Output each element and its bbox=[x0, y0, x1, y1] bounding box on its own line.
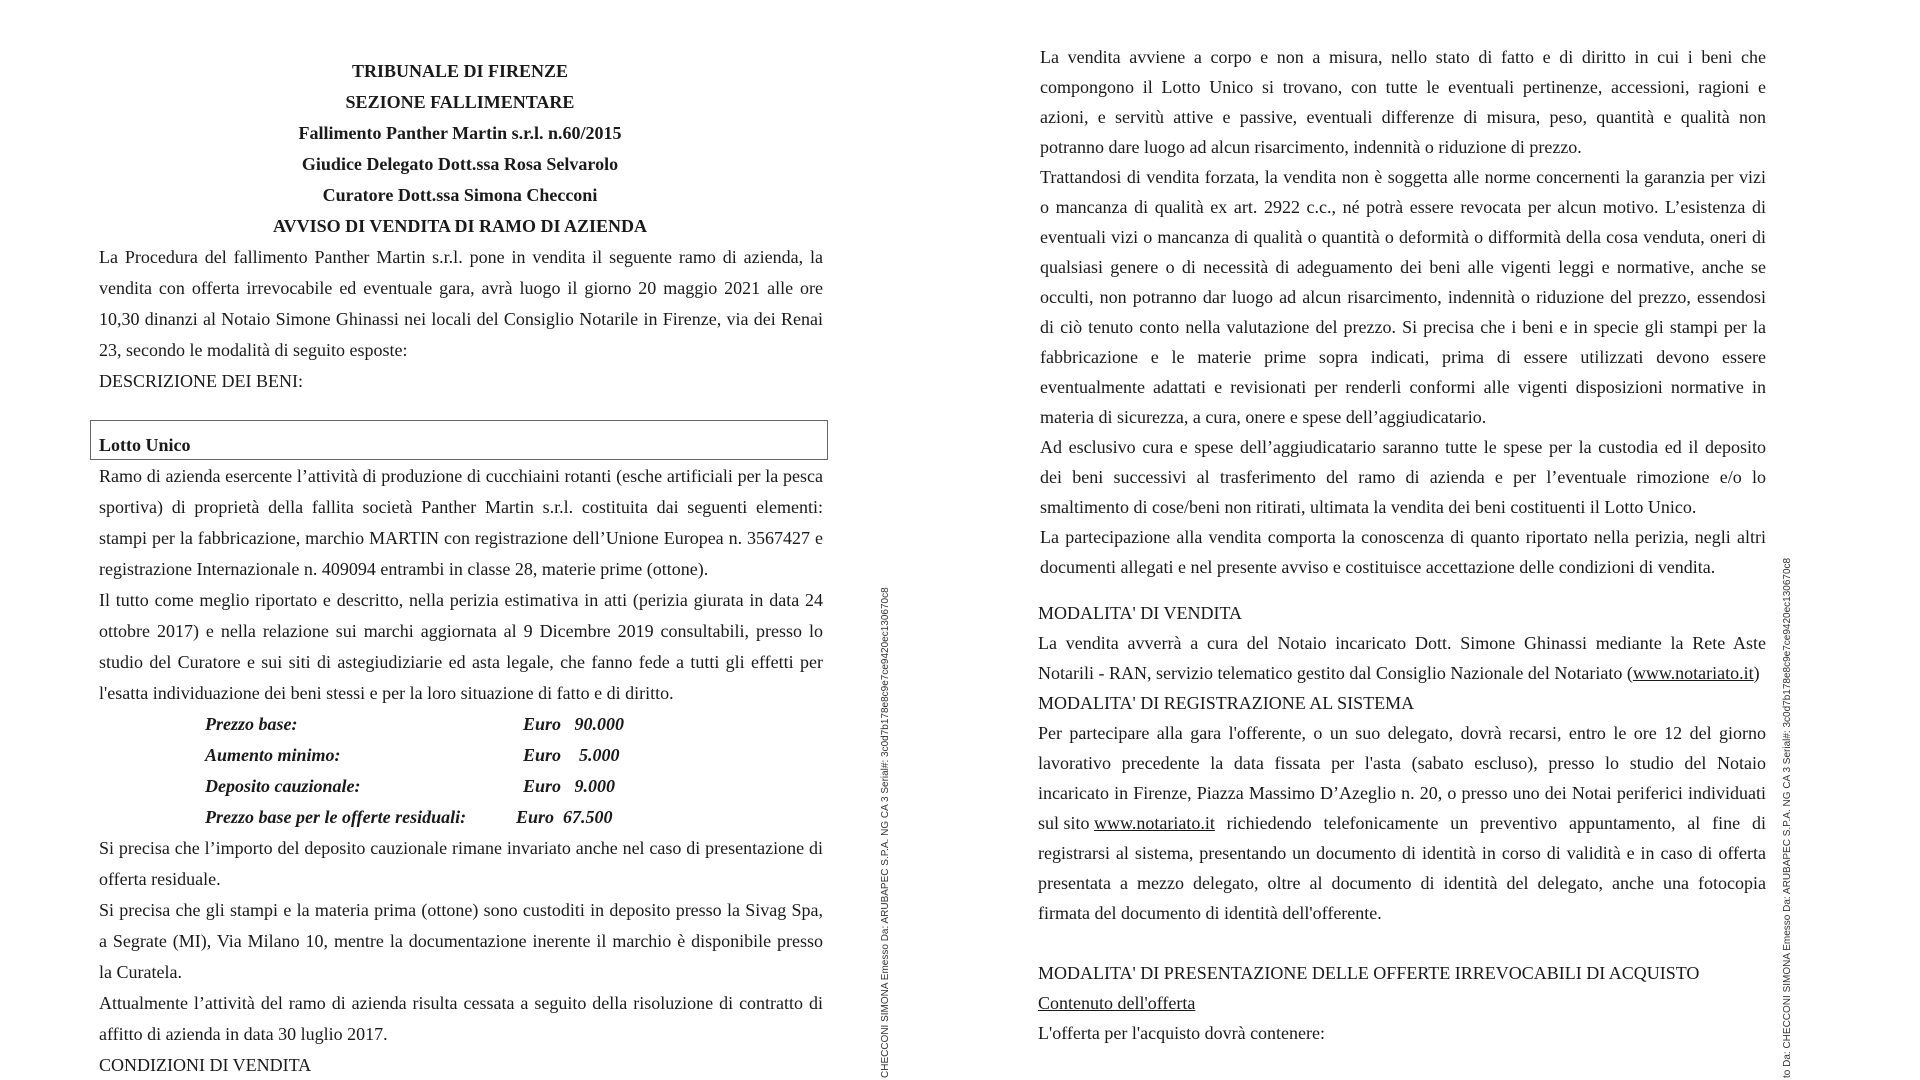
intro-line: vendita con offerta irrevocabile ed eventuale gara, avrà luogo il giorno 20 maggio 2021 alle ore bbox=[99, 278, 823, 298]
price-value: Euro 9.000 bbox=[523, 776, 616, 796]
price-value: Euro 90.000 bbox=[523, 714, 625, 734]
body-line: o mancanza di qualità ex art. 2922 c.c., né potrà essere revocata per alcun motivo. L’esistenza di bbox=[1040, 197, 1766, 217]
notariato-link[interactable]: www.notariato.it bbox=[1094, 813, 1215, 833]
lotto-title: Lotto Unico bbox=[99, 435, 191, 455]
price-label: Prezzo base per le offerte residuali: bbox=[205, 807, 467, 827]
heading-line: Curatore Dott.ssa Simona Checconi bbox=[322, 185, 598, 205]
section-label: CONDIZIONI DI VENDITA bbox=[99, 1055, 312, 1075]
heading-line: TRIBUNALE DI FIRENZE bbox=[351, 61, 569, 81]
body-line: firmata del documento di identità dell'offerente. bbox=[1038, 903, 1382, 923]
body-line: materia di sicurezza, a cura, onere e spese dell’aggiudicatario. bbox=[1040, 407, 1487, 427]
ramo-line: studio del Curatore e sui siti di astegiudiziarie ed asta legale, che fanno fede a tutti gli effetti per bbox=[99, 652, 823, 672]
intro-line: La Procedura del fallimento Panther Martin s.r.l. pone in vendita il seguente ramo di azienda, la bbox=[99, 247, 823, 267]
body-line: potranno dare luogo ad alcun risarcimento, indennità o riduzione di prezzo. bbox=[1040, 137, 1582, 157]
price-value: Euro 5.000 bbox=[523, 745, 620, 765]
ramo-line: Ramo di azienda esercente l’attività di produzione di cucchiaini rotanti (esche artificiali per la pesca bbox=[99, 466, 823, 486]
section-title: MODALITA' DI VENDITA bbox=[1038, 603, 1242, 623]
signature-stamp: CHECCONI SIMONA Emesso Da: ARUBAPEC S.P.A. NG CA 3 Serial#: 3c0d7b178e8c9e7ce9420ec130670c8 bbox=[880, 587, 891, 1078]
body-text: Notarili - RAN, servizio telematico gestito dal Consiglio Nazionale del Notariato ( bbox=[1038, 663, 1633, 683]
heading-line: Giudice Delegato Dott.ssa Rosa Selvarolo bbox=[301, 154, 619, 174]
price-label: Aumento minimo: bbox=[205, 745, 341, 765]
section-title: MODALITA' DI PRESENTAZIONE DELLE OFFERTE IRREVOCABILI DI ACQUISTO bbox=[1038, 963, 1700, 983]
closing-line: a Segrate (MI), Via Milano 10, mentre la documentazione inerente il marchio è disponibile presso bbox=[99, 931, 823, 951]
body-line: incaricato in Firenze, Piazza Massimo D’Azeglio n. 20, o presso uno dei Notai periferici individuati bbox=[1038, 783, 1766, 803]
body-line bbox=[1038, 662, 1760, 684]
body-line: eventuali vizi o mancanza di qualità o quantità o deformità o difformità della cosa venduta, oneri di bbox=[1040, 227, 1766, 247]
section-title: MODALITA' DI REGISTRAZIONE AL SISTEMA bbox=[1038, 693, 1415, 713]
body-text: ) bbox=[1753, 663, 1760, 683]
ramo-line: l'esatta individuazione dei beni stessi e per la loro situazione di fatto e di diritto. bbox=[99, 683, 674, 703]
body-line: Trattandosi di vendita forzata, la vendita non è soggetta alle norme concernenti la garanzia per vizi bbox=[1040, 167, 1766, 187]
price-value: Euro 67.500 bbox=[516, 807, 613, 827]
right-page bbox=[960, 0, 1920, 1080]
body-line: Per partecipare alla gara l'offerente, o un suo delegato, dovrà recarsi, entro le ore 12 del giorno bbox=[1038, 723, 1766, 743]
body-line: lavorativo precedente la data fissata per l'asta (sabato escluso), presso lo studio del Notaio bbox=[1038, 753, 1766, 773]
heading-line: AVVISO DI VENDITA DI RAMO DI AZIENDA bbox=[272, 216, 648, 236]
intro-line: 23, secondo le modalità di seguito esposte: bbox=[99, 340, 408, 360]
body-line: La vendita avverrà a cura del Notaio incaricato Dott. Simone Ghinassi mediante la Rete Aste bbox=[1038, 633, 1766, 653]
body-line: Ad esclusivo cura e spese dell’aggiudicatario saranno tutte le spese per la custodia ed il deposito bbox=[1040, 437, 1766, 457]
closing-line: offerta residuale. bbox=[99, 869, 221, 889]
body-line: fabbricazione e le materie prime sopra indicati, prima di essere utilizzati devono essere bbox=[1040, 347, 1766, 367]
body-line: azioni, e servitù attive e passive, eventuali differenze di misura, peso, quantità e qualità non bbox=[1040, 107, 1766, 127]
body-line: di ciò tenuto conto nella valutazione del prezzo. Si precisa che i beni e in specie gli stampi per la bbox=[1040, 317, 1766, 337]
body-line: eventualmente adattati e revisionati per renderli conformi alle vigenti disposizioni normative in bbox=[1040, 377, 1766, 397]
subsection-title: Contenuto dell'offerta bbox=[1038, 993, 1196, 1013]
heading-line: SEZIONE FALLIMENTARE bbox=[345, 92, 575, 112]
section-label: DESCRIZIONE DEI BENI: bbox=[99, 371, 303, 391]
body-line: occulti, non potranno dar luogo ad alcun risarcimento, indennità o riduzione del prezzo, essendosi bbox=[1040, 287, 1766, 307]
closing-line: Si precisa che l’importo del deposito cauzionale rimane invariato anche nel caso di presentazione di bbox=[99, 838, 823, 858]
body-line bbox=[1038, 812, 1766, 834]
body-text: richiedendo telefonicamente un preventivo appuntamento, al fine di bbox=[1214, 813, 1766, 833]
closing-line: Attualmente l’attività del ramo di azienda risulta cessata a seguito della risoluzione di contratto di bbox=[99, 993, 823, 1013]
closing-line: la Curatela. bbox=[99, 962, 182, 982]
intro-line: 10,30 dinanzi al Notaio Simone Ghinassi nei locali del Consiglio Notarile in Firenze, via dei Renai bbox=[99, 309, 823, 329]
price-label: Prezzo base: bbox=[205, 714, 298, 734]
body-line: compongono il Lotto Unico si trovano, con tutte le eventuali pertinenze, accessioni, ragioni e bbox=[1040, 77, 1766, 97]
body-line: documenti allegati e nel presente avviso e costituisce accettazione delle condizioni di vendita. bbox=[1040, 557, 1716, 577]
ramo-line: sportiva) di proprietà della fallita società Panther Martin s.r.l. costituita dai seguenti elementi: bbox=[99, 497, 823, 517]
body-line: smaltimento di cose/beni non ritirati, ultimata la vendita dei beni costituenti il Lotto Unico. bbox=[1040, 497, 1697, 517]
closing-line: Si precisa che gli stampi e la materia prima (ottone) sono custoditi in deposito presso la Sivag Spa, bbox=[99, 900, 823, 920]
ramo-line: registrazione Internazionale n. 409094 entrambi in classe 28, materie prime (ottone). bbox=[99, 559, 709, 579]
body-line: La vendita avviene a corpo e non a misura, nello stato di fatto e di diritto in cui i beni che bbox=[1040, 47, 1766, 67]
price-label: Deposito cauzionale: bbox=[205, 776, 361, 796]
body-text: sul sito bbox=[1038, 813, 1095, 833]
body-line: qualsiasi genere o di necessità di adeguamento dei beni alle vigenti leggi e normative, anche se bbox=[1040, 257, 1766, 277]
ramo-line: ottobre 2017) e nella relazione sui marchi aggiornata al 9 Dicembre 2019 consultabili, presso lo bbox=[99, 621, 823, 641]
closing-line: affitto di azienda in data 30 luglio 2017. bbox=[99, 1024, 388, 1044]
body-line: La partecipazione alla vendita comporta la conoscenza di quanto riportato nella perizia, negli altri bbox=[1040, 527, 1766, 547]
body-line: presentata a mezzo delegato, oltre al documento di identità del delegato, anche una fotocopia bbox=[1038, 873, 1766, 893]
heading-line: Fallimento Panther Martin s.r.l. n.60/2015 bbox=[298, 123, 622, 143]
ramo-line: stampi per la fabbricazione, marchio MARTIN con registrazione dell’Unione Europea n. 3567427 e bbox=[99, 528, 823, 548]
body-line: registrarsi al sistema, presentando un documento di identità in corso di validità e in caso di offerta bbox=[1038, 843, 1766, 863]
notariato-link[interactable]: www.notariato.it bbox=[1632, 663, 1754, 683]
left-page bbox=[0, 0, 900, 1080]
ramo-line: Il tutto come meglio riportato e descritto, nella perizia estimativa in atti (perizia giurata in data 24 bbox=[99, 590, 823, 610]
body-line: dei beni successivi al trasferimento del ramo di azienda e per l’eventuale rimozione e/o lo bbox=[1040, 467, 1766, 487]
signature-stamp: to Da: CHECCONI SIMONA Emesso Da: ARUBAPEC S.P.A. NG CA 3 Serial#: 3c0d7b178e8c9e7ce9420ec130670c8 bbox=[1782, 557, 1793, 1078]
body-line: L'offerta per l'acquisto dovrà contenere: bbox=[1038, 1023, 1326, 1043]
lotto-box bbox=[90, 420, 828, 460]
